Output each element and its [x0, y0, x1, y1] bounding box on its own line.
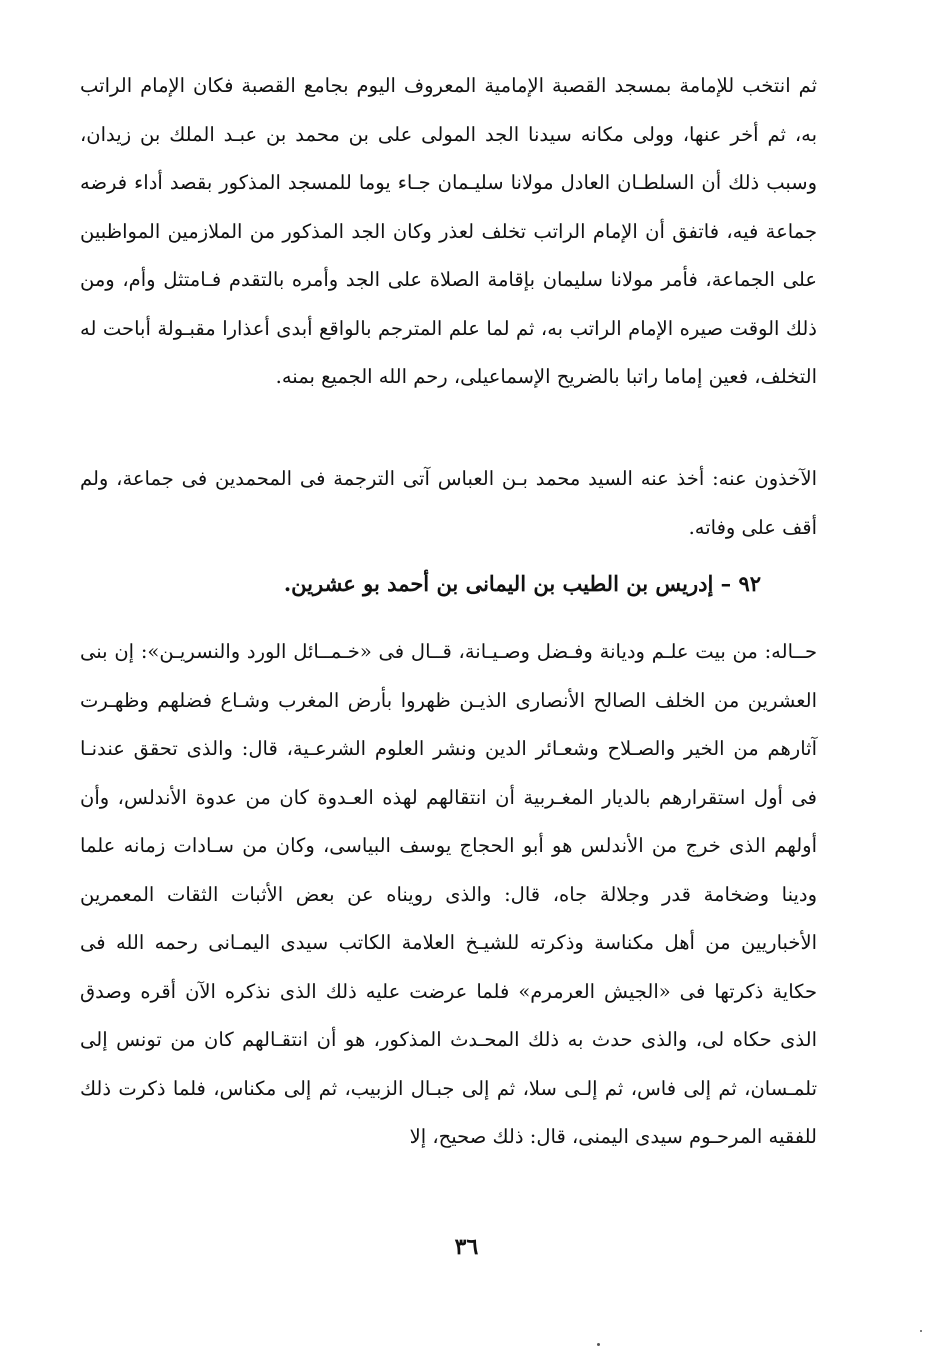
paragraph-biography: حــاله: من بيت علـم وديانة وفـضل وصـيـانة، قــال فى «خـمــائل الورد والنسريـن»: إن بنى العشرين من الخلف الصالح الأنصارى الذيـن ظهروا بأرض المغرب وشـاع فضلهم وظهـرت آثارهم من الخير والصـلاح وشعـائر الدين ونشر العلوم الشرعـية، قال: والذى تحقق عندنـا فى أول استقرارهم بالديار المغـربية أن انتقالهم لهذه العـدوة كان من عدوة الأندلس، وأن أولهم الذى خرج من الأندلس هو أبو الحجاج يوسف البياسى، وكان من سـادات زمانه علما ودينا وضخامة قدر وجلالة جاه، قال: والذى رويناه عن بعض الأثبات الثقات المعمرين الأخباريين من أهل مكناسة وذكرته للشيـخ العلامة الكاتب سيدى اليمـانى رحمه الله فى حكاية ذكرتها فى «الجيش العرمرم» فلما عرضت عليه ذلك الذى نذكره الآن أقره وصدق الذى حكاه لى، والذى حدث به ذلك المحـدث المذكور، هو أن انتقـالهم كان من تونس إلى تلمـسان، ثم إلى فاس، ثم إلـى سلا، ثم إلى جبـال الزبيب، ثم إلى مكناس، فلما ذكرت ذلك للفقيه المرحـوم سيدى اليمنى، قال: ذلك صحيح، إلا	[80, 640, 817, 1148]
section-heading: ٩٢ – إدريس بن الطيب بن اليمانى بن أحمد بو عشرين.	[283, 571, 761, 596]
page-number: ٣٦	[454, 1234, 479, 1260]
scan-speck	[597, 1343, 600, 1346]
paragraph-students: الآخذون عنه: أخذ عنه السيد محمد بـن العباس آتى الترجمة فى المحمدين فى جماعة، ولم أقف على وفاته.	[80, 467, 817, 539]
scan-speck	[920, 1330, 922, 1332]
paragraph-imamate: ثم انتخب للإمامة بمسجد القصبة الإمامية المعروف اليوم بجامع القصبة فكان الإمام الراتب به، ثم أخر عنها، وولى مكانه سيدنا الجد المولى على بن محمد بن عبـد الملك بن زيدان، وسبب ذلك أن السلطـان العادل مولانا سليـمان جـاء يوما للمسجد المذكور بقصد أداء فرضه جماعة فيه، فاتفق أن الإمام الراتب تخلف لعذر وكان الجد المذكور من الملازمين المواظبين على الجماعة، فأمر مولانا سليمان بإقامة الصلاة على الجد وأمره بالتقدم فـامتثل وأم، ومن ذلك الوقت صيره الإمام الراتب به، ثم لما علم المترجم بالواقع أبدى أعذارا مقبـولة أباحت له التخلف، فعين إماما راتبا بالضريح الإسماعيلى، رحم الله الجميع بمنه.	[80, 74, 817, 388]
